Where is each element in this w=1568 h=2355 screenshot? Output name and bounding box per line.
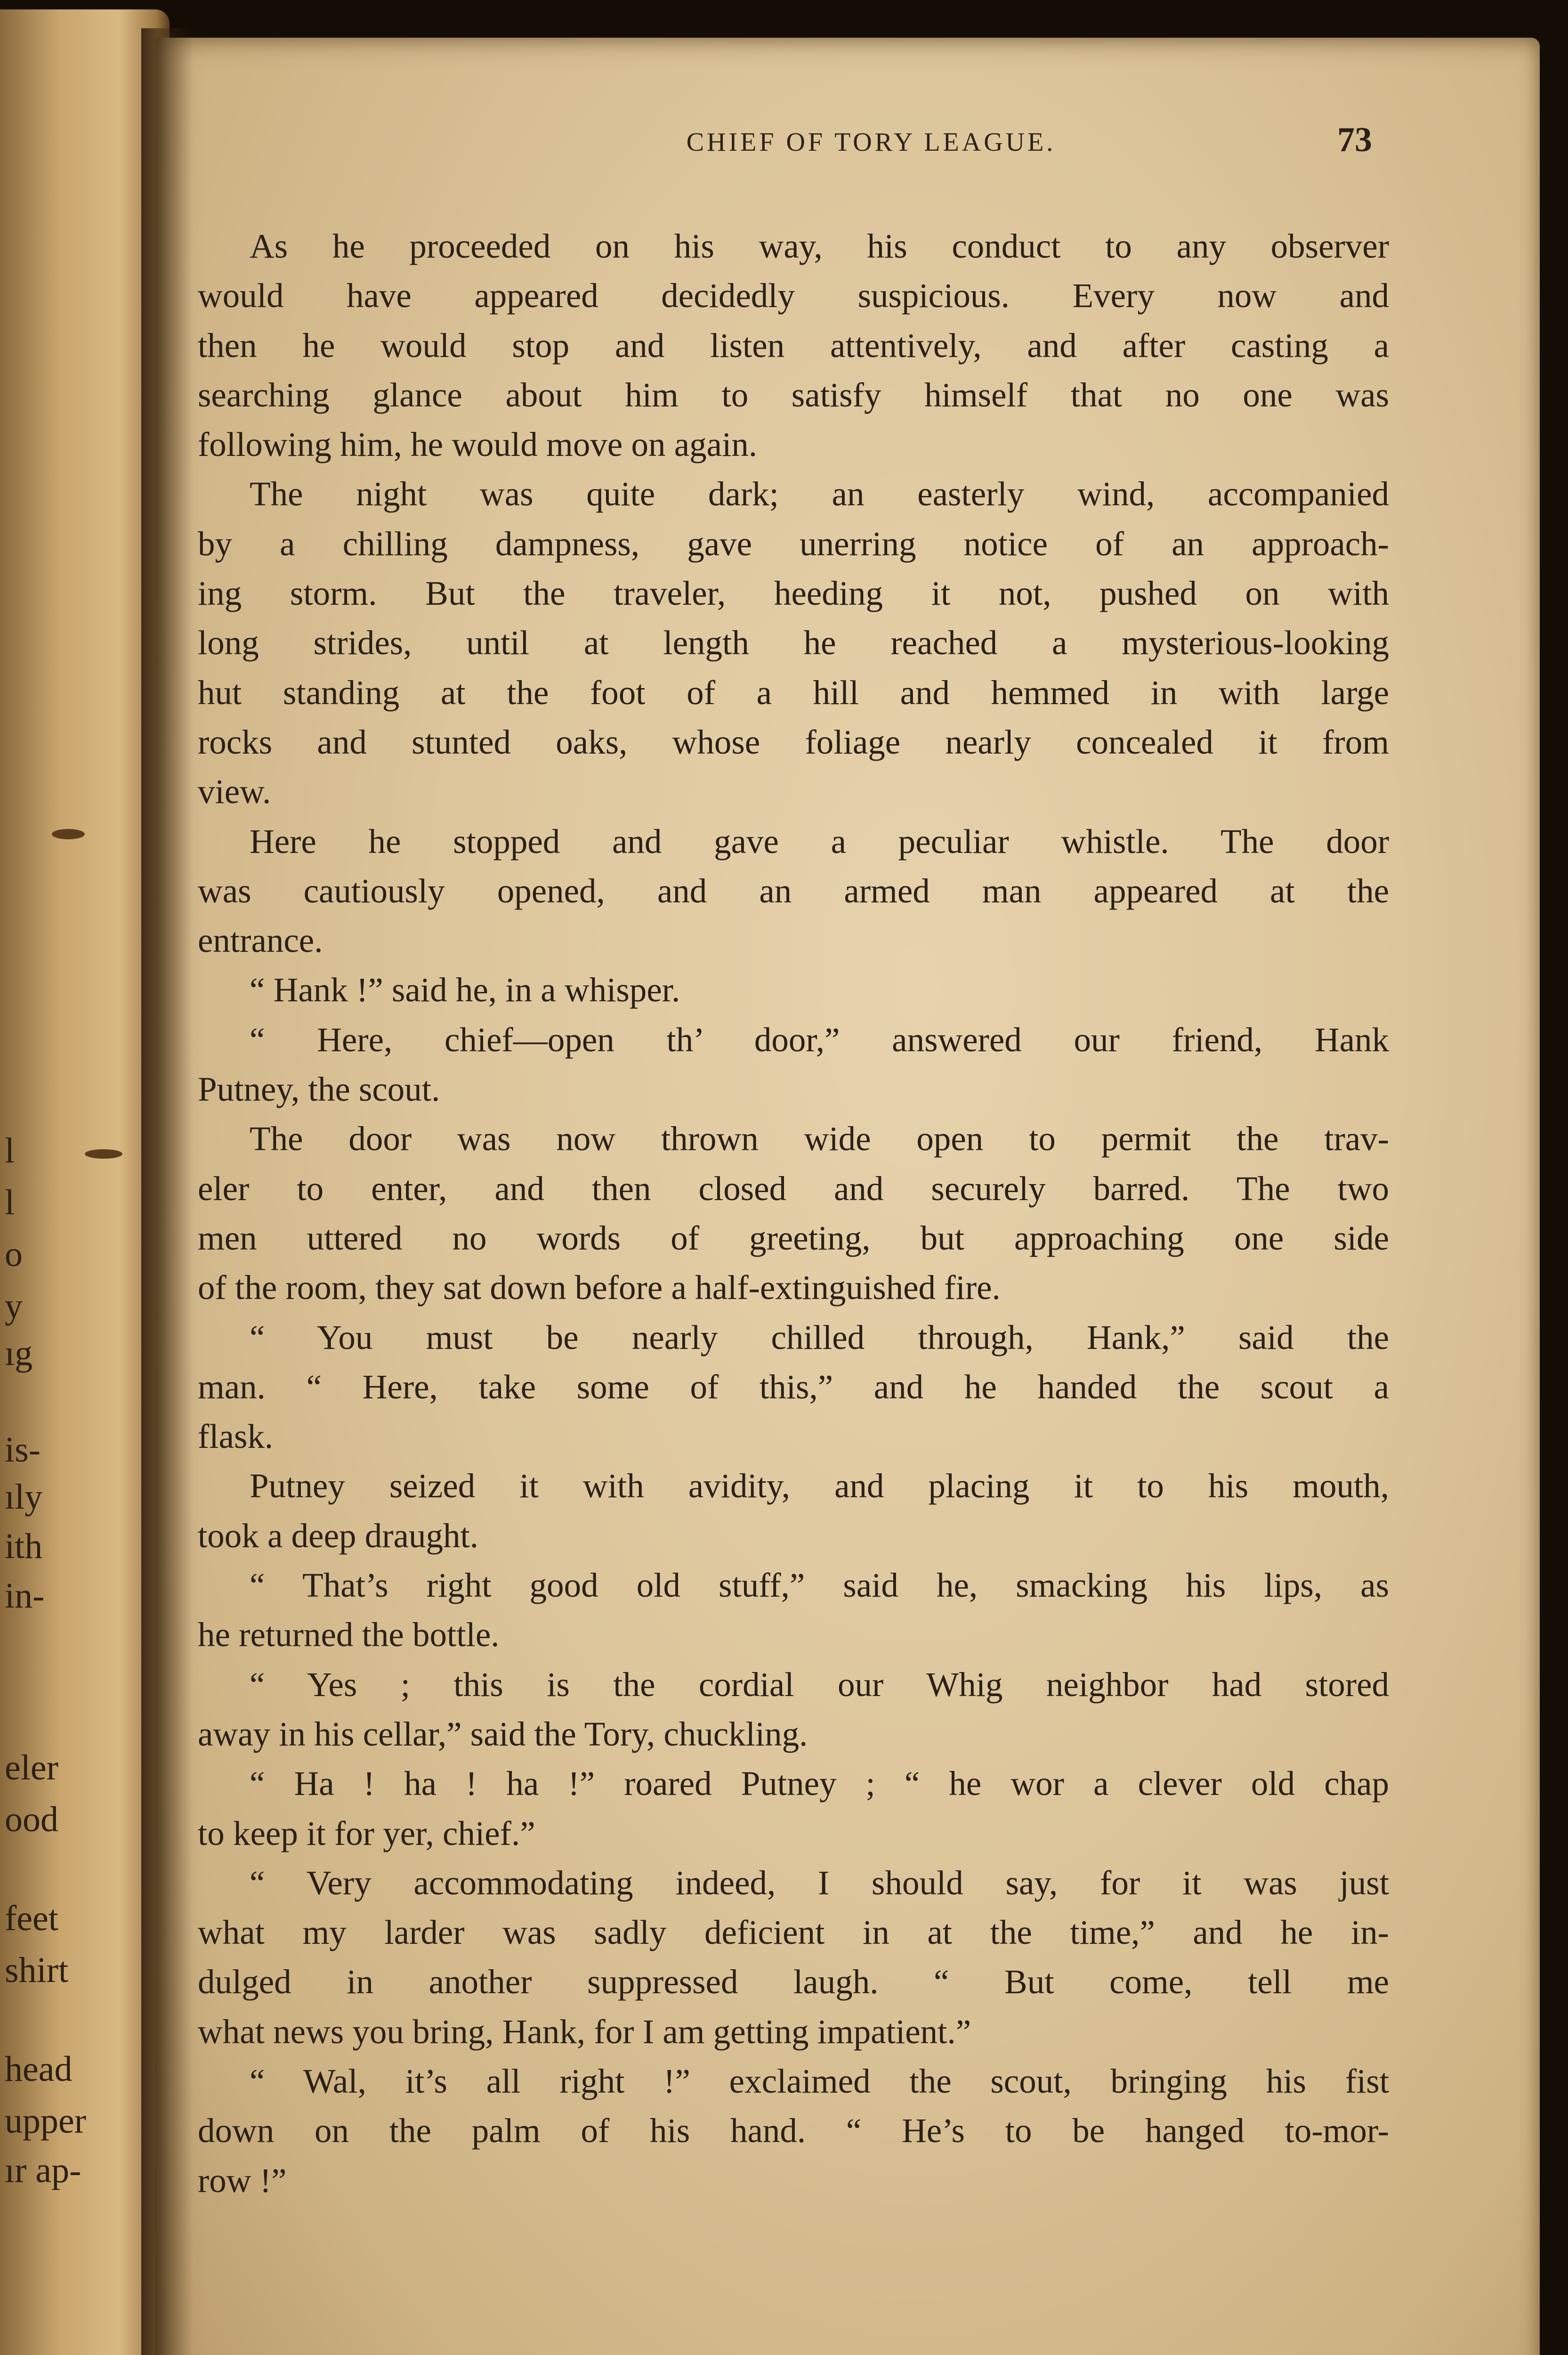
text-line: long strides, until at length he reached a mysterious-looking (198, 624, 1389, 662)
facing-page-fragment: l (5, 1131, 15, 1170)
text-line: “ Hank !” said he, in a whisper. (250, 971, 680, 1009)
facing-page-fragment: ıg (5, 1333, 33, 1373)
text-line: “ Yes ; this is the cordial our Whig neighbor had stored (250, 1665, 1389, 1704)
text-line: row !” (198, 2161, 287, 2200)
facing-page-fragment: in- (5, 1576, 45, 1616)
facing-page-fragment: is- (5, 1430, 40, 1470)
facing-page-fragment: ır ap- (5, 2151, 81, 2190)
text-line: The night was quite dark; an easterly wind, accompanied (250, 475, 1389, 513)
text-line: by a chilling dampness, gave unerring notice of an approach- (198, 524, 1389, 563)
text-line: Putney, the scout. (198, 1070, 440, 1109)
gutter-shadow (141, 28, 193, 2355)
facing-page-fragment: feet (5, 1899, 58, 1938)
facing-page-fragment: ith (5, 1527, 43, 1566)
text-line: searching glance about him to satisfy himself that no one was (198, 375, 1389, 414)
text-line: As he proceeded on his way, his conduct to any observer (250, 227, 1389, 265)
facing-page-fragment: head (5, 2049, 73, 2089)
text-line: entrance. (198, 921, 323, 960)
facing-page-text-fragments (0, 9, 160, 2355)
text-line: what my larder was sadly deficient in at the time,” and he in- (198, 1913, 1389, 1952)
text-line: would have appeared decidedly suspicious. Every now and (198, 276, 1389, 315)
body-text (198, 221, 1389, 2205)
text-line: ing storm. But the traveler, heeding it not, pushed on with (198, 574, 1389, 613)
facing-page-fragment: shirt (5, 1950, 69, 1990)
text-line: man. “ Here, take some of this,” and he handed the scout a (198, 1367, 1389, 1406)
text-line: “ Here, chief—open th’ door,” answered our friend, Hank (250, 1020, 1389, 1059)
text-line: view. (198, 772, 271, 811)
text-line: following him, he would move on again. (198, 425, 758, 464)
facing-page-fragment: ıly (5, 1477, 43, 1517)
text-line: “ You must be nearly chilled through, Hank,” said the (250, 1318, 1389, 1356)
facing-page-fragment: y (5, 1286, 23, 1326)
facing-page-fragment: upper (5, 2101, 87, 2141)
text-line: “ Very accommodating indeed, I should say, for it was just (250, 1863, 1389, 1902)
text-line: eler to enter, and then closed and securely barred. The two (198, 1169, 1389, 1208)
text-line: was cautiously opened, and an armed man appeared at the (198, 871, 1389, 910)
text-line: “ Wal, it’s all right !” exclaimed the scout, bringing his fist (250, 2062, 1389, 2100)
text-line: “ Ha ! ha ! ha !” roared Putney ; “ he wor a clever old chap (250, 1764, 1389, 1803)
text-line: down on the palm of his hand. “ He’s to be hanged to-mor- (198, 2111, 1389, 2150)
text-line: “ That’s right good old stuff,” said he, smacking his lips, as (250, 1566, 1389, 1605)
text-line: dulged in another suppressed laugh. “ But come, tell me (198, 1963, 1389, 2001)
facing-page-fragment: o (5, 1234, 23, 1274)
text-line: flask. (198, 1417, 274, 1456)
text-line: men uttered no words of greeting, but approaching one side (198, 1218, 1389, 1257)
text-line: then he would stop and listen attentively, and after casting a (198, 326, 1389, 365)
facing-page-fragment: l (5, 1183, 15, 1222)
paper-tear (52, 829, 85, 839)
text-line: took a deep draught. (198, 1516, 478, 1555)
text-line: hut standing at the foot of a hill and hemmed in with large (198, 673, 1389, 712)
text-line: away in his cellar,” said the Tory, chuckling. (198, 1714, 808, 1753)
paper-tear (85, 1149, 122, 1159)
text-line: he returned the bottle. (198, 1616, 500, 1654)
text-line: rocks and stunted oaks, whose foliage nearly concealed it from (198, 723, 1389, 761)
page-number: 73 (1337, 121, 1372, 159)
text-line: The door was now thrown wide open to permit the trav- (250, 1120, 1389, 1158)
text-line: Putney seized it with avidity, and placing it to his mouth, (250, 1467, 1389, 1505)
text-line: what news you bring, Hank, for I am getting impatient.” (198, 2012, 971, 2051)
running-head: CHIEF OF TORY LEAGUE. (686, 128, 1056, 157)
text-line: of the room, they sat down before a half-extinguished fire. (198, 1268, 1001, 1307)
facing-page-fragment: eler (5, 1748, 58, 1787)
text-line: to keep it for yer, chief.” (198, 1814, 535, 1852)
facing-page-fragment: ood (5, 1800, 58, 1839)
text-line: Here he stopped and gave a peculiar whistle. The door (250, 822, 1389, 861)
